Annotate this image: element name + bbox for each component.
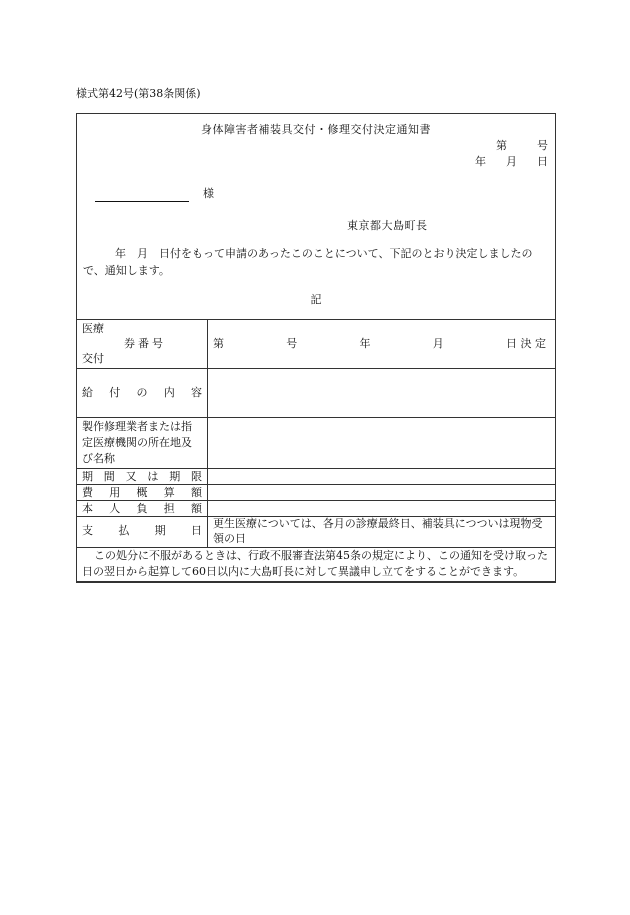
payment-label: 支払期日	[77, 517, 208, 548]
ticket-label-line2: 券番号	[124, 337, 166, 350]
table-row-content	[77, 369, 555, 418]
date-month: 月	[506, 155, 517, 168]
ticket-year: 年	[359, 337, 371, 351]
cost-value-cell[interactable]	[208, 485, 556, 501]
ticket-label-cell	[77, 320, 208, 369]
period-value-cell[interactable]	[208, 469, 556, 485]
date-year: 年	[475, 155, 486, 168]
table-row-cost	[77, 485, 555, 501]
table-row-payment	[77, 517, 555, 548]
content-value-cell[interactable]	[208, 369, 556, 418]
maker-label: 製作修理業者または指定医療機関の所在地及び名称	[77, 418, 208, 469]
burden-value-cell[interactable]	[208, 501, 556, 517]
table-row-maker	[77, 418, 555, 469]
table-row-appeal	[77, 547, 555, 581]
document-number	[496, 138, 548, 154]
notice-header	[77, 114, 555, 320]
ki-heading: 記	[310, 293, 322, 306]
content-label: 給付の内容	[77, 369, 208, 418]
issuer: 東京都大島町長	[347, 219, 428, 232]
ticket-day-decision: 日 決 定	[506, 337, 546, 351]
date-day: 日	[537, 155, 548, 168]
payment-value: 更生医療については、各月の診療最終日、補装具につついは現物受領の日	[208, 517, 556, 548]
burden-label: 本人負担額	[77, 501, 208, 517]
period-label: 期間又は期限	[77, 469, 208, 485]
ticket-month: 月	[432, 337, 444, 351]
addressee-suffix: 様	[203, 187, 214, 200]
ticket-dai: 第	[213, 337, 224, 351]
number-go: 号	[537, 139, 548, 152]
table-row-period	[77, 469, 555, 485]
maker-value-cell[interactable]	[208, 418, 556, 469]
notice-form	[76, 113, 556, 583]
ticket-label-line3: 交付	[82, 352, 104, 365]
table-row-ticket	[77, 320, 555, 369]
addressee-name-blank[interactable]	[95, 189, 189, 202]
table-row-burden	[77, 501, 555, 517]
notice-body: 年 月 日付をもって申請のあったこのことについて、下記のとおり決定しましたので、通知します。	[83, 247, 533, 277]
ticket-value-cell[interactable]	[208, 320, 556, 369]
number-dai: 第	[496, 139, 507, 152]
document-date	[475, 154, 548, 170]
ticket-go: 号	[286, 337, 298, 351]
cost-label: 費用概算額	[77, 485, 208, 501]
ticket-label-line1: 医療	[82, 322, 104, 335]
details-table	[77, 320, 555, 582]
document-title: 身体障害者補装具交付・修理交付決定通知書	[201, 123, 431, 136]
form-number: 様式第42号(第38条関係)	[76, 87, 201, 100]
addressee	[95, 186, 214, 202]
appeal-notice: この処分に不服があるときは、行政不服審査法第45条の規定により、この通知を受け取った日の翌日から起算して60日以内に大島町長に対して異議申し立てをすることができます。	[77, 547, 555, 581]
